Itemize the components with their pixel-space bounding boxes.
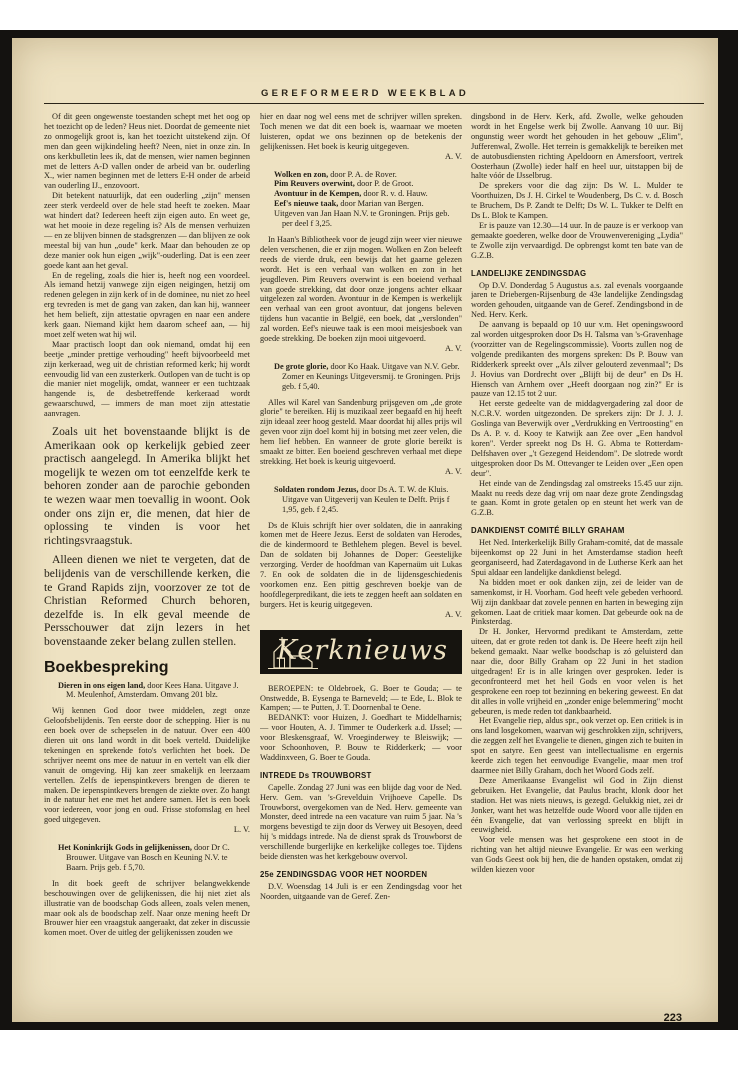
review-text: In dit boek geeft de schrijver belangwekkende beschouwingen over de gelijkenissen, die hij niet ziet als illustratie van de boodschap Gods alleen, zoals velen menen, maar ook als de boodschap zelf. Naar onze mening heeft Dr Brouwer hier een vraagstuk aangeraakt, dat zeker in discussie komen moet. Over de uitleg der gelijkenissen zouden we	[44, 878, 250, 938]
book-details: door Dr C. Brouwer. Uitgave van Bosch en Keuning N.V. te Baarn. Prijs geb. f 5,70.	[66, 843, 230, 872]
book-header	[274, 485, 462, 515]
review-signature: A. V.	[445, 151, 462, 161]
book-details: door Ko Haak. Uitgave van N.V. Gebr. Zomer en Keunings Uitgeversmij. te Groningen. Prijs geb. f 5,40.	[282, 361, 461, 391]
book-header	[274, 170, 462, 229]
news-heading: DANKDIENST COMITÉ BILLY GRAHAM	[471, 526, 625, 536]
page-number: 223	[663, 1012, 682, 1022]
book-details: door Kees Hana. Uitgave J. M. Meulenhof, Amsterdam. Omvang 201 blz.	[66, 680, 239, 700]
magazine-page	[12, 38, 718, 1022]
review-text: In Haan's Bibliotheek voor de jeugd zijn weer vier nieuwe delen verschenen, die er zijn mogen. Wolken en Zon beleeft reeds de vierde druk, een bewijs dat het gaarne gelezen wordt. Het is een verhaal van wolken en zon in het jeugdleven. Pim Reuvers overwint is een boeiend verhaal van goede strekking, dat door onze jongens achter elkaar uitgelezen zal worden. Avontuur in de Kempen is werkelijk een verhaal van een groot avontuur, dat jongens beleven tijdens hun vacantie in België, een boek, dat „verslonden" zal worden. Eef's nieuwe taak is een mooi meisjesboek van goede strekking. De boeken zijn mooi uitgevoerd.	[260, 234, 462, 344]
review-text: hier en daar nog wel eens met de schrijver willen spreken. Toch menen we dat dit een boek is, waarnaar we moeten luisteren, opdat we ons bezinnen op de betekenis der gelijkenissen. Het boek is keurig uitgegeven.	[260, 112, 462, 151]
news-item: Voor vele mensen was het gesprokene een stoot in de richting van het altijd nieuwe Evangelie. Er was een werking van Gods Geest ook bij hen, die de handen opstaken, omdat zij wilden kiezen voor	[471, 835, 683, 875]
book-title: Wolken en zon,	[274, 169, 329, 179]
news-item: Er is pauze van 12.30—14 uur. In de pauze is er verkoop van gemaakte goederen, welke door de Vrouwenvereniging „Lydia" te Zwolle zijn vervaardigd. De opbrengst komt ten bate van de G.Z.B.	[471, 220, 683, 260]
news-item: Het Evangelie riep, aldus spr., ook verzet op. Een critiek is in ons land losgekomen, waarvan wij geschrokken zijn, schrijvers, die zeggen zelf het Evangelie te dienen, gingen zich te buiten in spot en satyre. Een geest van intellectualisme en ergernis keerde zich tegen het eenvoudige Evangelie, maar men trof daarmee niet Billy Graham, doch het Woord Gods zelf.	[471, 716, 683, 775]
news-heading: INTREDE Ds TROUWBORST	[260, 770, 372, 780]
news-item: Capelle. Zondag 27 Juni was een blijde dag voor de Ned. Herv. Gem. van 's-Grevelduin Vrijhoeve Capelle. Ds Trouwborst, overgekomen van de Ned. Herv. gemeente van Monster, deed intrede na een vacature van ruim 5 jaar. Na 's morgens bevestigd te zijn door ds Verwey uit Besoyen, deed hij 's middags intrede. Na de dienst sprak ds Trouwborst de verschillende burgerlijke en kerkelijke colleges toe. Tijdens beide diensten was het kerkgebouw overvol.	[260, 782, 462, 862]
news-item: Dr H. Jonker, Hervormd predikant te Amsterdam, zette uiteen, dat er grote reden tot dank is. De Heere heeft zijn heil bekend gemaakt. Naar welke boodschap is zó geluisterd dan naar die, door Billy Graham op 22 Juni in het stadion uitgedragen! Er is in alle kringen over gesproken. Ieder is geconfronteerd met het heil Gods en voor velen is het gesprokene een roep tot bezinning en bekering geweest. En dat dit alles in volle vrijheid en „zonder enige belemmering" mocht gebeuren, is mede reden tot dankbaarheid.	[471, 627, 683, 716]
book-details: door Marian van Bergen.	[338, 199, 424, 209]
paragraph: En de regeling, zoals die hier is, heeft nog een voordeel. Als iemand hetzij vanwege zijn eigen neigingen, hetzij om redenen gelegen in zijn kerk of in de dominee, nu niet zo heel erg tevreden is met de gang van zaken, dan kan hij, wanneer het hem belieft, zijn attestatie opvragen en naar een andere kerk gaan. Niemand kijkt hem daarom scheef aan, — hij moet zelf weten wat hij wil.	[44, 270, 250, 339]
banner-title: Kerknieuws	[276, 634, 448, 666]
news-item: dingsbond in de Herv. Kerk, afd. Zwolle, welke gehouden wordt in het Engelse werk bij Zwolle. Aanvang 10 uur. Bij ongunstig weer wordt het gehouden in het gebouw „Elim", Jufferenwal, Zwolle. Het terrein is gemakkelijk te bereiken met de autobusdiensten richting Apeldoorn en Amersfoort, vertrek Oosterhaun (Zwolle) ieder half en heel uur, uitstappen bij de halte vóór de IJsselbrug.	[471, 112, 683, 181]
book-title: Het Koninkrijk Gods in gelijkenissen,	[58, 843, 192, 853]
book-title: Avontuur in de Kempen,	[274, 189, 362, 199]
column-2	[260, 112, 462, 1014]
paragraph: Maar practisch loopt dan ook niemand, omdat hij een beetje „minder prettige verhouding" heeft bijvoorbeeld met zijn kerkeraad, weg uit de christian reformed kerk; hij wordt eenvoudig lid van een zusterkerk. Outlopen van de tucht is op die manier niet mogelijk, omdat, wanneer er een tuchtzaak hangende is, de desbetreffende kerkeraad wordt gewaarschuwd, — immers de man moet zijn attestatie aanvragen.	[44, 339, 250, 419]
news-item: Het Ned. Interkerkelijk Billy Graham-comité, dat de massale bijeenkomst op 22 Juni in het Amsterdamse stadion heeft georganiseerd, had Zaterdagavond in de Lutherse Kerk aan het Spui aldaar een landelijke dankdienst belegd.	[471, 538, 683, 577]
book-title: Eef's nieuwe taak,	[274, 199, 339, 209]
review-text: Ds de Kluis schrijft hier over soldaten, die in aanraking komen met de Heere Jezus. Eerst de soldaten van Herodes, die de kindermoord te Bethlehem plegen. Bevel is bevel. Dan de soldaten bij Johannes de Doper: Geestelijke verzorging. Verder de hoofdman van Kapernaüm uit Lukas 7. En ook de soldaten die in de lijdensgeschiedenis voorkomen enz. Een pittig geschreven boekje van de hoofdlegerpredikant, die iets te zeggen heeft aan soldaten en burgers. Het is keurig uitgegeven.	[260, 520, 462, 609]
news-item: D.V. Woensdag 14 Juli is er een Zendingsdag voor het Noorden, uitgaande van de Geref. Zen-	[260, 881, 462, 901]
kerknieuws-banner	[260, 630, 462, 674]
news-item: Het einde van de Zendingsdag zal omstreeks 15.45 uur zijn. Maakt nu reeds deze dag vrij om naar deze grote Zendingsdag te gaan. Komt in grote getalen op en steunt het werk van de G.Z.B.	[471, 478, 683, 518]
book-details: door P. A. de Rover.	[328, 169, 397, 179]
news-item: De aanvang is bepaald op 10 uur v.m. Het openingswoord zal worden uitgesproken door Ds H. Talsma van 's-Gravenhage (voorzitter van de Regelingscommissie). Voorts zullen nog de volgende predikanten des morgens spreken: Ds P. Bouw van Ridderkerk spreekt over „Als zilver gelouterd zevenmaal"; Ds J. Hovius van Dordrecht over „Blijft bij de deur" en Ds H. Hiensch van Arnhem over „Heeft doorgaan nog zin?" Er is pauze van 12.15 tot 2 uur.	[471, 320, 683, 399]
column-3	[471, 112, 683, 1014]
news-item: Na bidden moet er ook danken zijn, zei de leider van de samenkomst, ir H. Voorham. God heeft vele gebeden verhoord. Wij zijn dankbaar dat zovele pennen en harten in beweging zijn gekomen. Laat de critiek maar komen. Dat gebeurde ook na de Pinksterdag.	[471, 577, 683, 627]
paragraph-large: Alleen dienen we niet te vergeten, dat de belijdenis van de verschillende kerken, die te Grand Rapids zijn, voorzover ze tot de Christian Reformed Church behoren, dezelfde is. In elk geval meende de Persschouwer dat zijn lezers in het bovenstaande zeker belang zullen stellen.	[44, 553, 250, 648]
masthead: GEREFORMEERD WEEKBLAD	[260, 88, 470, 99]
book-details: Uitgeven van Jan Haan N.V. te Groningen. Prijs geb. per deel f 3,25.	[274, 209, 450, 229]
review-signature: A. V.	[445, 609, 462, 619]
paragraph-large: Zoals uit het bovenstaande blijkt is de Amerikaan ook op kerkelijk gebied zeer practisch aangelegd. In Amerika blijkt het mogelijk te wezen om tot eenzelfde kerk te behoren zonder aan de parochie gebonden te wezen waar men toevallig in woont. Ook onder ons zijn er, die menen, dat hier de oplossing te vinden is voor het richtingsvraagstuk.	[44, 425, 250, 547]
review-signature: L. V.	[233, 825, 250, 835]
book-title: Pim Reuvers overwint,	[274, 179, 355, 189]
section-heading: Boekbespreking	[44, 658, 169, 676]
review-text: Wij kennen God door twee middelen, zegt onze Geloofsbelijdenis. Ten eerste door de schepping. Hier is nu een boek over de schepselen in de natuur. Over een 400 dieren uit ons land wordt in dit boek verteld. Duidelijke tekeningen en sprekende foto's verlichten het boek. De schrijver neemt ons mee de natuur in en vertelt van elk dier vanuit de omgeving. Hij kan zeer smakelijk en leerzaam vertellen. Zelfs de iepenspintkevers brengen de dieren te maken. De iepenspintkevers brengen de ziekte over. Zo hangt in de natuur het ene met het andere samen. Het is een boek voor iedereen, voor jong en oud. Frisse stofomslag en heel goed uitgegeven.	[44, 706, 250, 825]
news-item: Het eerste gedeelte van de middagvergadering zal door de N.C.R.V. worden uitgezonden. De sprekers zijn: Dr J. J. J. Goslinga van Beverwijk over „Verdrukking en Vertroosting" en Ds A. P. v. d. Kooy te Katwijk aan Zee over „Een handvol koren". Verder spreekt nog Ds H. G. Abma te Rotterdam-Delfshaven over „'t Gezegend Heidendom". De slotrede wordt uitgesproken door Ds M. Ottevanger te Leiden over „Een open deur".	[471, 399, 683, 478]
review-text: Alles wil Karel van Sandenburg prijsgeven om „de grote glorie" te bereiken. Hij is muzikaal zeer begaafd en hij heeft zijn ideaal zeer hoog gesteld. Maar doordat hij alles prijs wil geven voor zijn doel komt hij in botsing met zeer velen, die hem lief hebben. En wanneer de grote glorie bereikt is smaakt ze bitter. Een boeiend geschreven verhaal met diepe strekking. Het boek is keurig uitgevoerd.	[260, 397, 462, 466]
news-heading: 25e ZENDINGSDAG VOOR HET NOORDEN	[260, 870, 428, 879]
news-item: Deze Amerikaanse Evangelist wil God in Zijn dienst gebruiken. Het Evangelie, dat Paulus bracht, klonk door het stadion. Het was niets nieuws, is gezegd. Gelukkig niet, zei dr Jonker, want het was hetzelfde oude Woord voor alle tijden en één Evangelie, dat van verlossing spreekt en blijft in eeuwigheid.	[471, 775, 683, 835]
book-details: door P. de Groot.	[354, 179, 414, 189]
news-heading: LANDELIJKE ZENDINGSDAG	[471, 268, 587, 278]
book-title: Dieren in ons eigen land,	[58, 680, 146, 690]
book-details: door R. v. d. Hauw.	[361, 189, 428, 199]
news-item: Op D.V. Donderdag 5 Augustus a.s. zal evenals voorgaande jaren te Driebergen-Rijsenburg de 43e landelijke Zendingsdag worden gehouden, uitgaande van de Geref. Zendingsbond in de Ned. Herv. Kerk.	[471, 280, 683, 320]
masthead-rule	[44, 103, 704, 104]
book-title: Soldaten rondom Jezus,	[274, 484, 359, 494]
paragraph: Of dit geen ongewenste toestanden schept met het oog op het toezicht op de leden? Heus niet. Doordat de gemeente niet zo onmogelijk groot is, kan het toezicht uitstekend zijn. Of men dan geen wijkindeling heeft? Neen, niet in onze zin. In ons kerkbulletin lees ik, dat de mensen, wier namen beginnen met de letters A-D vallen onder de arbeid van br. ouderling X., wier namen beginnen met de letters E-H onder de arbeid van ouderling IJ., enzovoort.	[44, 112, 250, 191]
book-header	[58, 843, 250, 873]
book-details: door Ds A. T. W. de Kluis. Uitgave van Uitgeverij van Keulen te Delft. Prijs f 1,95, geb. f 2,45.	[282, 484, 450, 514]
column-1	[44, 112, 250, 1014]
news-item: BEROEPEN: te Oldebroek, G. Boer te Gouda; — te Onstwedde, B. Eysenga te Barneveld; — te Ede, L. Blok te Kampen; — te Putten, J. T. Doornenbal te Oene.	[260, 683, 462, 713]
news-item: De sprekers voor die dag zijn: Ds W. L. Mulder te Voorthuizen, Ds J. H. Cirkel te Woudenberg, Ds C. v. d. Bosch te Bruchem, Ds P. Zandt te Delft; Ds W. L. Tukker te Delft en Ds L. Blok te Kampen.	[471, 181, 683, 221]
paragraph: Dit betekent natuurlijk, dat een ouderling „zijn" mensen zeer sterk verdeeld over de hele stad heeft te zoeken. Maar wat hindert dat? Iedereen heeft zijn eigen auto. En weet ge, wat het mooie in deze regeling is? Als de mensen verhuizen — en ze blijven binnen de stadsgrenzen — dan blijven ze ook meestal bij van hun „oude" kerk. Maar dan behouden ze op deze manier ook hun eigen „wijk"-ouderling. Dat is een zeer goede kant aan het geval.	[44, 191, 250, 270]
review-signature: A. V.	[445, 466, 462, 476]
book-header	[58, 681, 250, 701]
book-title: De grote glorie,	[274, 361, 329, 371]
review-signature: A. V.	[445, 343, 462, 353]
book-header	[274, 362, 462, 392]
news-item: BEDANKT: voor Huizen, J. Goedhart te Middelharnis; — voor Houten, A. J. Timmer te Ouderkerk a.d. IJssel; — voor Bleskensgraaf, W. Vroeginderwey te Bleiswijk; — voor Schoonhoven, P. Bouw te Ridderkerk; — voor Waddinxveen, G. Boer te Gouda.	[260, 713, 462, 762]
